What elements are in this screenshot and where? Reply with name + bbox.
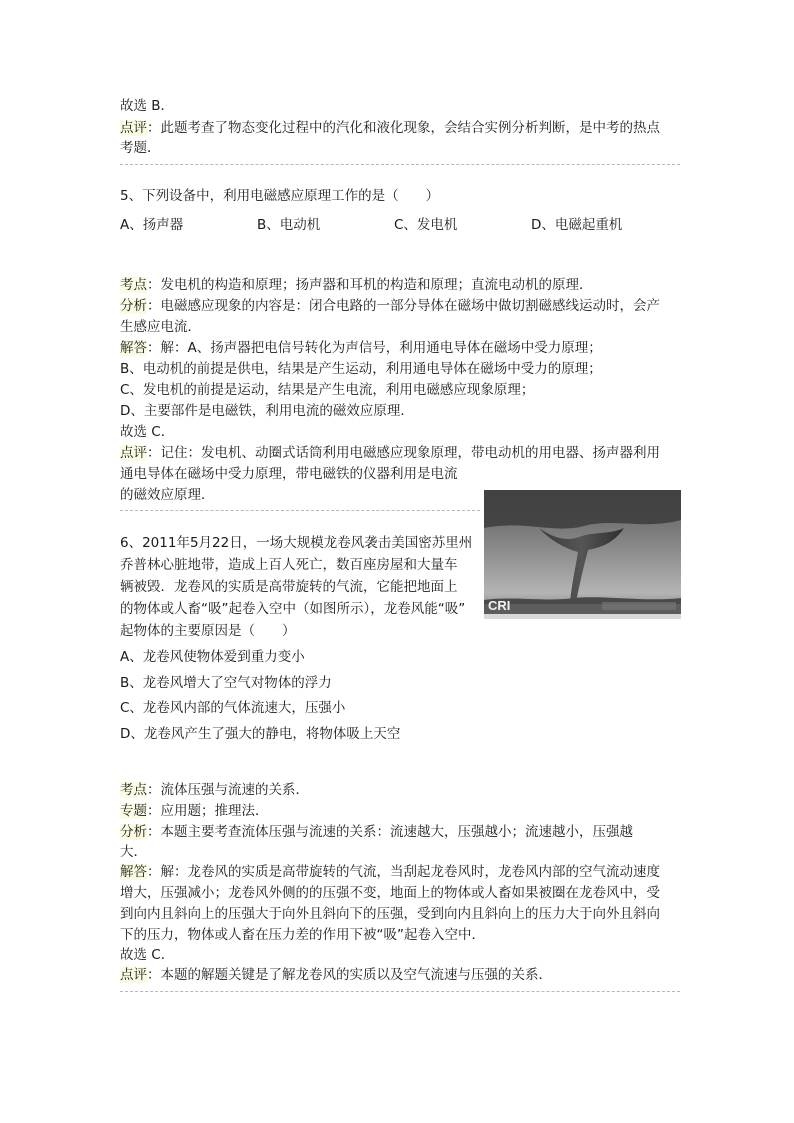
q5-fenxi-2: 生感应电流． bbox=[120, 319, 201, 335]
q5-jieda-2: B、电动机的前提是供电，结果是产生运动，利用通电导体在磁场中受力的原理； bbox=[120, 361, 602, 377]
jieda-label: 解答 bbox=[120, 864, 147, 880]
q5-dianping-3: 的磁效应原理． bbox=[120, 487, 215, 503]
q6-stem-4: 的物体或人畜“吸”起卷入空中（如图所示），龙卷风能“吸” bbox=[120, 601, 466, 617]
divider bbox=[120, 991, 680, 992]
prev-answer: 故选 B． bbox=[120, 98, 175, 114]
q6-fenxi-2: 大． bbox=[120, 844, 147, 860]
q6-fenxi-1 bbox=[120, 822, 633, 842]
q6-option-d: D、龙卷风产生了强大的静电，将物体吸上天空 bbox=[120, 726, 401, 742]
dianping-label: 点评 bbox=[120, 967, 147, 983]
tornado-image-icon bbox=[484, 490, 681, 619]
q6-option-c: C、龙卷风内部的气体流速大，压强小 bbox=[120, 700, 346, 716]
q5-kaodian bbox=[120, 275, 593, 295]
jieda-text: ：解：A、扬声器把电信号转化为声信号，利用通电导体在磁场中受力原理； bbox=[147, 340, 602, 356]
jieda-text: ：解：龙卷风的实质是高带旋转的气流，当刮起龙卷风时，龙卷风内部的空气流动速度 bbox=[147, 864, 660, 880]
fenxi-label: 分析 bbox=[120, 298, 147, 314]
q6-jieda-2: 增大，压强减小；龙卷风外侧的的压强不变，地面上的物体或人畜如果被圈在龙卷风中，受 bbox=[120, 885, 660, 901]
q6-jieda-4: 下的压力，物体或人畜在压力差的作用下被“吸”起卷入空中． bbox=[120, 927, 485, 943]
q5-fenxi-1 bbox=[120, 296, 660, 316]
prev-comment-line-2: 考题． bbox=[120, 140, 161, 156]
comment-label: 点评 bbox=[120, 120, 147, 136]
kaodian-text: ：流体压强与流速的关系． bbox=[147, 782, 309, 798]
q5-option-c: C、发电机 bbox=[394, 217, 458, 233]
fenxi-label: 分析 bbox=[120, 824, 147, 840]
fenxi-text: ：电磁感应现象的内容是：闭合电路的一部分导体在磁场中做切割磁感线运动时，会产 bbox=[147, 298, 660, 314]
q6-stem-1: 6、2011年5月22日，一场大规模龙卷风袭击美国密苏里州 bbox=[120, 535, 473, 551]
fenxi-text: ：本题主要考查流体压强与流速的关系：流速越大，压强越小；流速越小，压强越 bbox=[147, 824, 633, 840]
dianping-text: ：记住：发电机、动圈式话筒利用电磁感应现象原理，带电动机的用电器、扬声器利用 bbox=[147, 445, 660, 461]
q6-answer: 故选 C． bbox=[120, 947, 175, 963]
divider bbox=[120, 510, 480, 511]
q5-dianping-2: 通电导体在磁场中受力原理，带电磁铁的仪器利用是电流 bbox=[120, 466, 458, 482]
q5-stem: 5、下列设备中，利用电磁感应原理工作的是（ ） bbox=[120, 188, 440, 204]
jieda-label: 解答 bbox=[120, 340, 147, 356]
dianping-text: ：本题的解题关键是了解龙卷风的实质以及空气流速与压强的关系． bbox=[147, 967, 552, 983]
comment-text: ：此题考查了物态变化过程中的汽化和液化现象，会结合实例分析判断，是中考的热点 bbox=[147, 120, 660, 136]
kaodian-label: 考点 bbox=[120, 782, 147, 798]
q6-dianping bbox=[120, 965, 552, 985]
q5-option-b: B、电动机 bbox=[257, 217, 321, 233]
q6-option-b: B、龙卷风增大了空气对物体的浮力 bbox=[120, 675, 332, 691]
q6-stem-5: 起物体的主要原因是（ ） bbox=[120, 623, 296, 639]
zhuanti-text: ：应用题；推理法． bbox=[147, 803, 269, 819]
q5-dianping-1 bbox=[120, 443, 660, 463]
divider bbox=[120, 164, 680, 165]
q5-answer: 故选 C． bbox=[120, 424, 175, 440]
kaodian-text: ：发电机的构造和原理；扬声器和耳机的构造和原理；直流电动机的原理． bbox=[147, 277, 593, 293]
q5-option-d: D、电磁起重机 bbox=[531, 217, 623, 233]
q6-jieda-1 bbox=[120, 862, 660, 882]
zhuanti-label: 专题 bbox=[120, 803, 147, 819]
cri-logo: CRI bbox=[488, 598, 511, 613]
q6-zhuanti bbox=[120, 801, 269, 821]
q6-jieda-3: 到向内且斜向上的压强大于向外且斜向下的压强，受到向内且斜向上的压力大于向外且斜向 bbox=[120, 906, 660, 922]
q5-options bbox=[120, 215, 680, 235]
q5-jieda-1 bbox=[120, 338, 602, 358]
q6-option-a: A、龙卷风使物体爱到重力变小 bbox=[120, 649, 305, 665]
q6-stem-2: 乔普林心脏地带，造成上百人死亡，数百座房屋和大量车 bbox=[120, 557, 458, 573]
q5-jieda-3: C、发电机的前提是运动，结果是产生电流，利用电磁感应现象原理； bbox=[120, 382, 535, 398]
prev-comment-line-1 bbox=[120, 118, 660, 138]
q5-jieda-4: D、主要部件是电磁铁，利用电流的磁效应原理． bbox=[120, 403, 414, 419]
q5-option-a: A、扬声器 bbox=[120, 217, 184, 233]
q6-kaodian bbox=[120, 780, 309, 800]
dianping-label: 点评 bbox=[120, 445, 147, 461]
q6-stem-3: 辆被毁．龙卷风的实质是高带旋转的气流，它能把地面上 bbox=[120, 579, 458, 595]
kaodian-label: 考点 bbox=[120, 277, 147, 293]
tornado-photo bbox=[484, 490, 681, 619]
